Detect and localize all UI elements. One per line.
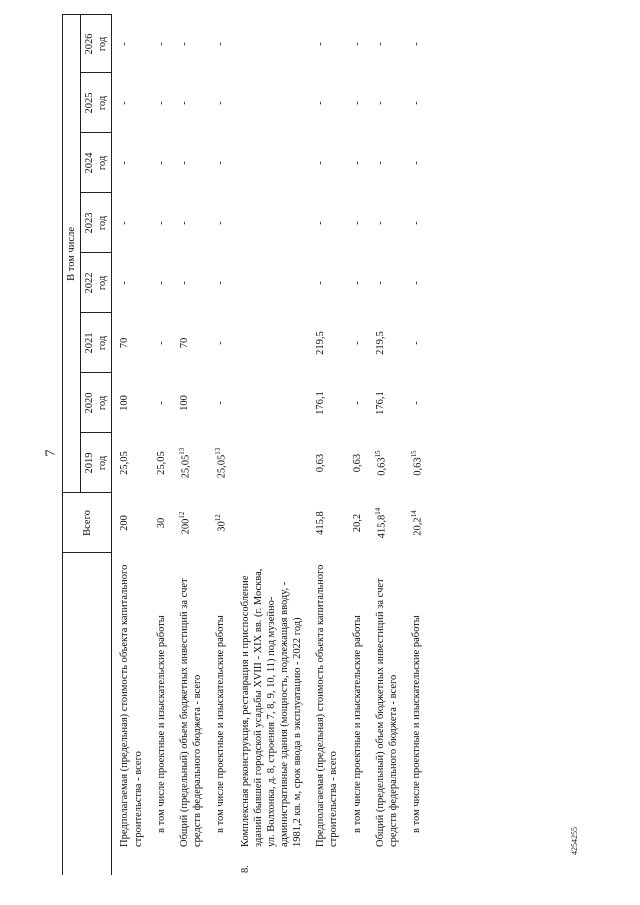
cell-year-2022 — [233, 253, 309, 313]
row-label: Общий (предельный) объем бюджетных инвестиций за счет средств федерального бюджета - всего — [374, 578, 399, 847]
row-label: Предполагаемая (предельная) стоимость объекта капитального строительства - всего — [119, 564, 144, 847]
cell-year-2025 — [345, 73, 368, 133]
cell-value: - — [374, 281, 386, 285]
cell-year-2021 — [208, 313, 233, 373]
cell-year-2025 — [368, 73, 404, 133]
table-row — [404, 15, 429, 875]
footnote-mark: 14 — [409, 510, 418, 518]
cell-value: - — [178, 42, 190, 46]
cell-year-2025 — [308, 73, 344, 133]
cell-year-2021 — [149, 313, 172, 373]
cell-value: - — [351, 221, 363, 225]
cell-year-2024 — [172, 133, 208, 193]
cell-total — [208, 493, 233, 553]
cell-total — [233, 493, 309, 553]
object-heading-row — [233, 15, 309, 875]
cell-value: - — [178, 161, 190, 165]
cell-value: - — [410, 341, 422, 345]
budget-table — [62, 14, 429, 875]
cell-year-2021 — [233, 313, 309, 373]
cell-value: - — [351, 101, 363, 105]
cell-value: - — [119, 281, 131, 285]
cell-year-2020 — [308, 373, 344, 433]
table-header — [63, 15, 112, 875]
cell-total — [149, 493, 172, 553]
row-label: Комплексная реконструкция, реставрация и приспособление зданий бывшей городской усадьбы XVIII - XIX вв. (г. Москва, ул. Волхонка, д. 8, строения 7, 8, 9, 10, 11) под музейно-административные здания (мощность, подлежащая вводу, - 1981,2 кв. м, срок ввода в эксплуатацию - 2022 год) — [239, 568, 304, 847]
cell-year-2020 — [149, 373, 172, 433]
cell-value: 0,63 — [376, 457, 388, 476]
cell-year-2020 — [368, 373, 404, 433]
cell-value: 20,2 — [351, 513, 363, 533]
cell-value: - — [155, 341, 167, 345]
cell-year-2023 — [172, 193, 208, 253]
year-unit: год — [97, 275, 109, 291]
cell-year-2019 — [404, 433, 429, 493]
cell-year-2026 — [404, 15, 429, 73]
cell-value: 200 — [119, 515, 131, 531]
cell-value: - — [215, 221, 226, 225]
footnote-mark: 14 — [373, 507, 382, 515]
cell-year-2023 — [345, 193, 368, 253]
table-row — [208, 15, 233, 875]
cell-year-2023 — [368, 193, 404, 253]
cell-year-2025 — [233, 73, 309, 133]
cell-value: - — [215, 42, 226, 46]
cell-value: - — [374, 42, 386, 46]
cell-year-2019 — [345, 433, 368, 493]
cell-year-2021 — [172, 313, 208, 373]
cell-value: - — [178, 101, 190, 105]
cell-value: 30 — [155, 517, 167, 529]
cell-value: - — [351, 42, 363, 46]
cell-year-2019 — [149, 433, 172, 493]
footnote-mark: 15 — [409, 450, 418, 458]
cell-year-2026 — [345, 15, 368, 73]
cell-year-2024 — [308, 133, 344, 193]
table-row — [308, 15, 344, 875]
cell-year-2022 — [404, 253, 429, 313]
cell-value: - — [351, 341, 363, 345]
cell-year-2024 — [208, 133, 233, 193]
cell-value: - — [410, 281, 422, 285]
cell-year-2020 — [172, 373, 208, 433]
cell-value: - — [215, 161, 226, 165]
footnote-mark: 12 — [177, 511, 186, 519]
footnote-mark: 15 — [373, 450, 382, 458]
cell-value: - — [155, 42, 167, 46]
row-label: в том числе проектные и изыскательские работы — [410, 615, 422, 833]
cell-value: - — [410, 401, 422, 405]
table-row — [112, 15, 149, 875]
cell-year-2023 — [112, 193, 149, 253]
row-number — [368, 853, 404, 875]
year-label: 2020 — [84, 392, 96, 414]
cell-year-2024 — [233, 133, 309, 193]
year-label: 2024 — [84, 152, 96, 174]
cell-year-2025 — [172, 73, 208, 133]
row-number — [149, 853, 172, 875]
cell-year-2024 — [149, 133, 172, 193]
row-number — [208, 853, 233, 875]
cell-year-2026 — [172, 15, 208, 73]
cell-value: 70 — [119, 337, 131, 349]
cell-total — [404, 493, 429, 553]
document-code: 4254255 — [570, 827, 579, 855]
cell-value: 25,05 — [155, 451, 167, 475]
cell-year-2025 — [404, 73, 429, 133]
cell-value: - — [155, 401, 167, 405]
table-row — [149, 15, 172, 875]
cell-year-2022 — [172, 253, 208, 313]
cell-value: - — [410, 161, 422, 165]
cell-year-2020 — [345, 373, 368, 433]
cell-value: 100 — [178, 395, 190, 411]
cell-value: - — [315, 101, 327, 105]
cell-total — [345, 493, 368, 553]
header-blank — [63, 553, 112, 875]
cell-year-2020 — [233, 373, 309, 433]
cell-value: - — [155, 161, 167, 165]
year-unit: год — [97, 455, 109, 471]
year-label: 2026 — [84, 33, 96, 55]
cell-value: - — [315, 221, 327, 225]
cell-year-2020 — [208, 373, 233, 433]
cell-year-2022 — [368, 253, 404, 313]
cell-year-2021 — [404, 313, 429, 373]
cell-value: - — [315, 161, 327, 165]
cell-value: - — [410, 101, 422, 105]
cell-value: - — [178, 281, 190, 285]
cell-year-2023 — [149, 193, 172, 253]
cell-year-2023 — [233, 193, 309, 253]
cell-value: 415,8 — [315, 511, 327, 535]
cell-year-2022 — [308, 253, 344, 313]
cell-year-2019 — [368, 433, 404, 493]
cell-year-2021 — [368, 313, 404, 373]
cell-year-2023 — [404, 193, 429, 253]
cell-value: 415,8 — [376, 514, 388, 539]
table-row — [368, 15, 404, 875]
cell-total — [112, 493, 149, 553]
cell-year-2021 — [308, 313, 344, 373]
cell-value: 0,63 — [412, 457, 424, 476]
cell-year-2026 — [149, 15, 172, 73]
cell-year-2026 — [368, 15, 404, 73]
cell-value: 0,63 — [315, 453, 327, 473]
footnote-mark: 13 — [177, 447, 186, 455]
cell-year-2026 — [233, 15, 309, 73]
cell-year-2021 — [112, 313, 149, 373]
cell-value: 219,5 — [315, 331, 327, 355]
cell-year-2019 — [112, 433, 149, 493]
cell-year-2019 — [172, 433, 208, 493]
cell-value: 100 — [119, 395, 131, 411]
cell-year-2019 — [208, 433, 233, 493]
cell-total — [308, 493, 344, 553]
cell-value: 20,2 — [412, 517, 424, 536]
cell-value: - — [351, 161, 363, 165]
year-unit: год — [97, 215, 109, 231]
year-unit: год — [97, 395, 109, 411]
header-year-2022 — [81, 253, 112, 313]
cell-value: - — [119, 42, 131, 46]
cell-year-2025 — [112, 73, 149, 133]
cell-value: - — [410, 42, 422, 46]
cell-year-2021 — [345, 313, 368, 373]
cell-year-2026 — [308, 15, 344, 73]
table-body — [112, 15, 429, 875]
page-number: 7 — [43, 449, 59, 457]
year-unit: год — [97, 155, 109, 171]
row-label: Общий (предельный) объем бюджетных инвестиций за счет средств федерального бюджета - всего — [178, 578, 203, 847]
cell-value: - — [351, 401, 363, 405]
header-year-2024 — [81, 133, 112, 193]
cell-value: - — [215, 341, 226, 345]
year-label: 2023 — [84, 212, 96, 234]
cell-value: 219,5 — [374, 331, 386, 355]
year-unit: год — [97, 95, 109, 111]
row-label: в том числе проектные и изыскательские работы — [351, 615, 363, 833]
header-year-2023 — [81, 193, 112, 253]
cell-value: - — [215, 281, 226, 285]
row-number — [308, 853, 344, 875]
row-label: Предполагаемая (предельная) стоимость объекта капитального строительства - всего — [315, 564, 340, 847]
cell-total — [172, 493, 208, 553]
header-total: Всего — [63, 493, 112, 553]
cell-year-2024 — [404, 133, 429, 193]
row-label: в том числе проектные и изыскательские работы — [155, 615, 167, 833]
row-number — [172, 853, 208, 875]
cell-value: - — [351, 281, 363, 285]
header-year-2020 — [81, 373, 112, 433]
year-label: 2025 — [84, 92, 96, 114]
cell-value: 200 — [180, 518, 192, 535]
cell-value: 176,1 — [315, 391, 327, 415]
cell-value: - — [155, 281, 167, 285]
footnote-mark: 13 — [214, 447, 222, 455]
cell-year-2023 — [208, 193, 233, 253]
year-unit: год — [97, 36, 109, 52]
cell-value: - — [374, 221, 386, 225]
cell-year-2020 — [112, 373, 149, 433]
cell-year-2025 — [149, 73, 172, 133]
cell-year-2023 — [308, 193, 344, 253]
cell-value: - — [374, 101, 386, 105]
cell-value: - — [155, 101, 167, 105]
cell-value: 30 — [216, 521, 228, 532]
year-label: 2021 — [84, 332, 96, 354]
cell-year-2024 — [112, 133, 149, 193]
cell-value: - — [178, 221, 190, 225]
cell-value: 0,63 — [351, 453, 363, 473]
cell-value: - — [119, 221, 131, 225]
cell-value: - — [410, 221, 422, 225]
footnote-mark: 12 — [214, 514, 222, 522]
cell-year-2022 — [345, 253, 368, 313]
cell-value: - — [119, 101, 131, 105]
rotated-page — [62, 15, 592, 875]
row-number — [345, 853, 368, 875]
cell-year-2022 — [208, 253, 233, 313]
cell-value: 25,05 — [180, 454, 192, 479]
cell-year-2020 — [404, 373, 429, 433]
header-year-2026 — [81, 15, 112, 73]
row-number — [112, 853, 149, 875]
cell-value: - — [215, 101, 226, 105]
cell-value: - — [119, 161, 131, 165]
cell-year-2022 — [112, 253, 149, 313]
header-year-2019 — [81, 433, 112, 493]
cell-year-2022 — [149, 253, 172, 313]
cell-value: - — [315, 42, 327, 46]
year-unit: год — [97, 335, 109, 351]
cell-year-2026 — [208, 15, 233, 73]
cell-value: 176,1 — [374, 391, 386, 415]
cell-year-2024 — [368, 133, 404, 193]
header-in-that-number: В том числе — [63, 15, 81, 493]
cell-year-2019 — [308, 433, 344, 493]
cell-year-2024 — [345, 133, 368, 193]
header-year-2021 — [81, 313, 112, 373]
cell-value: 70 — [178, 337, 190, 349]
year-label: 2022 — [84, 272, 96, 294]
row-label: в том числе проектные и изыскательские работы — [215, 615, 226, 833]
cell-value: 25,05 — [119, 451, 131, 475]
row-number: 8. — [239, 865, 251, 873]
cell-year-2026 — [112, 15, 149, 73]
header-year-2025 — [81, 73, 112, 133]
cell-value: 25,05 — [216, 454, 228, 479]
cell-total — [368, 493, 404, 553]
cell-value: - — [215, 401, 226, 405]
table-row — [172, 15, 208, 875]
cell-value: - — [374, 161, 386, 165]
cell-year-2019 — [233, 433, 309, 493]
cell-value: - — [315, 281, 327, 285]
year-label: 2019 — [84, 452, 96, 474]
cell-year-2025 — [208, 73, 233, 133]
cell-value: - — [155, 221, 167, 225]
table-row — [345, 15, 368, 875]
row-number — [404, 853, 429, 875]
